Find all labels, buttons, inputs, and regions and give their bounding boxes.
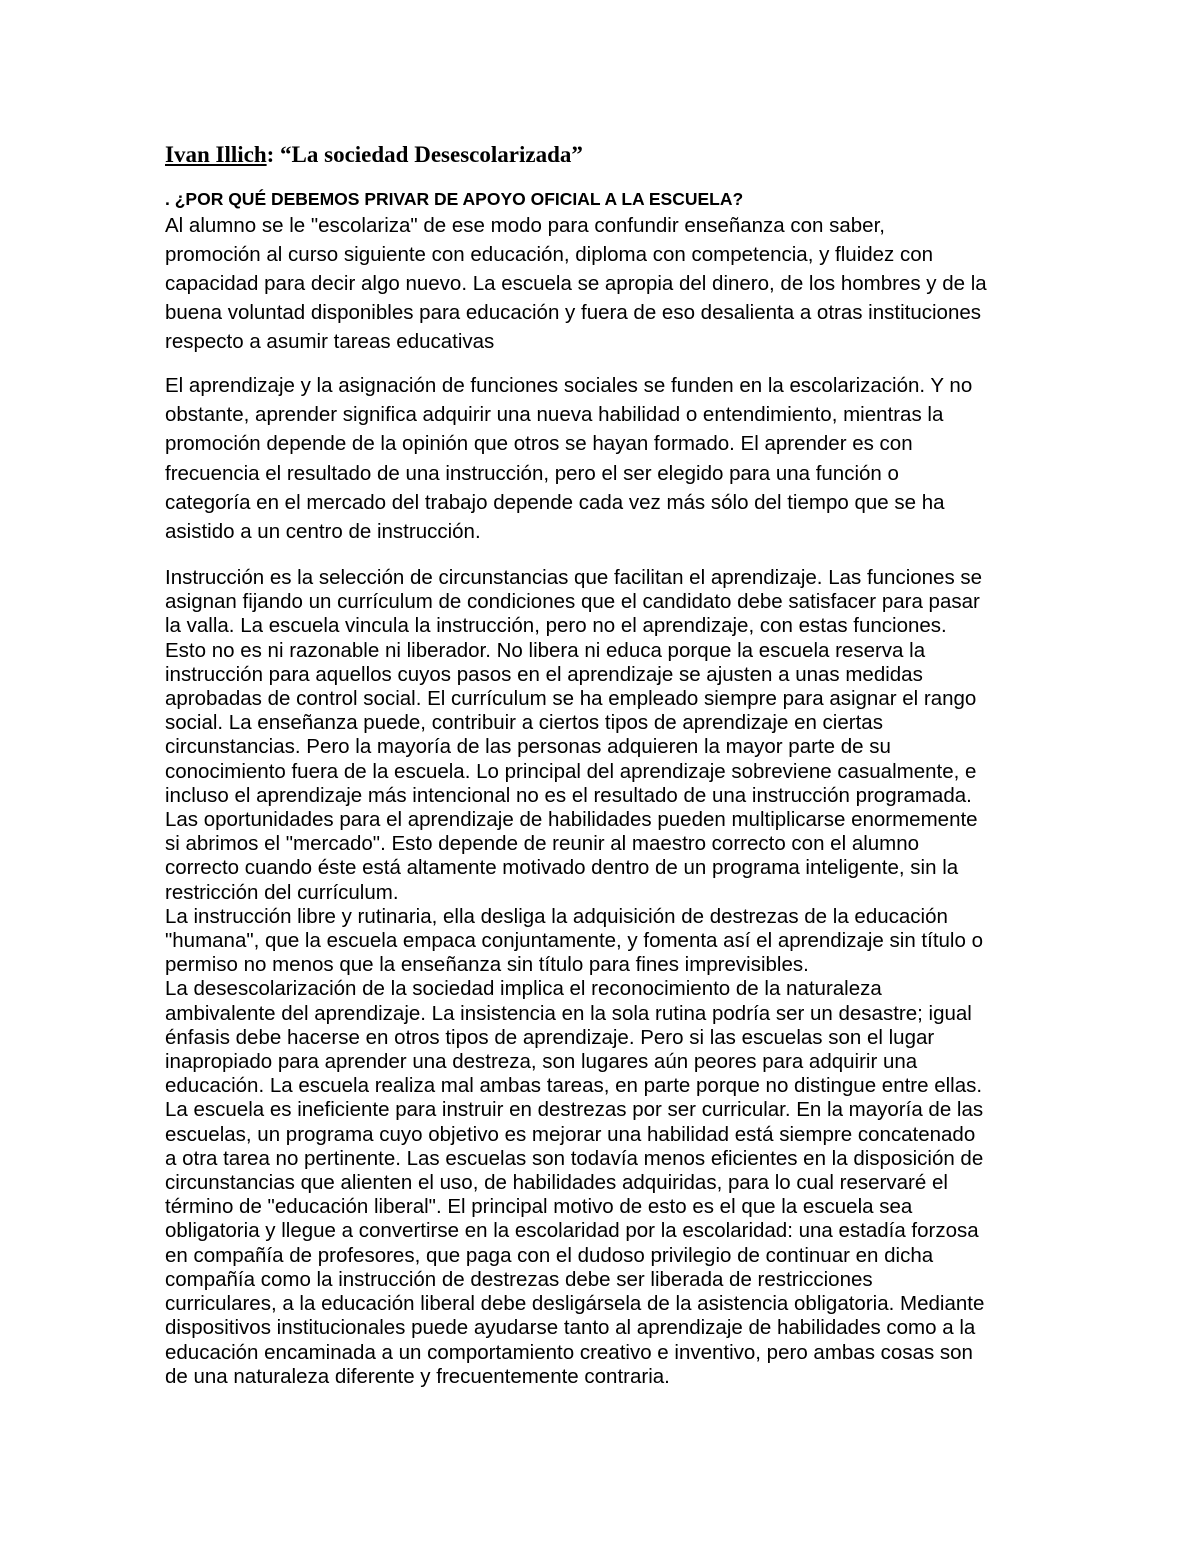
paragraph-line: educación encaminada a un comportamiento creativo e inventivo, pero ambas cosas son [165, 1340, 973, 1364]
paragraph-line: restricción del currículum. [165, 880, 399, 904]
paragraph-line: asistido a un centro de instrucción. [165, 520, 481, 544]
paragraph-line: obstante, aprender significa adquirir una nueva habilidad o entendimiento, mientras la [165, 403, 944, 427]
paragraph-line: conocimiento fuera de la escuela. Lo principal del aprendizaje sobreviene casualmente, e [165, 759, 977, 783]
paragraph-line: término de "educación liberal". El principal motivo de esto es el que la escuela sea [165, 1195, 913, 1219]
paragraph-line: categoría en el mercado del trabajo depende cada vez más sólo del tiempo que se ha [165, 490, 945, 514]
paragraph-line: la valla. La escuela vincula la instrucción, pero no el aprendizaje, con estas funciones. [165, 614, 947, 638]
paragraph-line: buena voluntad disponibles para educación y fuera de eso desalienta a otras instituciones [165, 301, 981, 324]
title-author: Ivan Illich [165, 142, 267, 167]
title-separator: : [266, 142, 275, 167]
section-heading: . ¿POR QUÉ DEBEMOS PRIVAR DE APOYO OFICIAL A LA ESCUELA? [165, 189, 744, 209]
paragraph-line: a otra tarea no pertinente. Las escuelas son todavía menos eficientes en la disposición de [165, 1146, 984, 1170]
paragraph-line: La desescolarización de la sociedad implica el reconocimiento de la naturaleza [165, 977, 882, 1001]
paragraph-line: Al alumno se le "escolariza" de ese modo para confundir enseñanza con saber, [165, 214, 885, 237]
title-work: “La sociedad Desescolarizada” [274, 142, 583, 167]
paragraph-line: educación. La escuela realiza mal ambas tareas, en parte porque no distingue entre ellas. [165, 1074, 983, 1098]
paragraph-line: énfasis debe hacerse en otros tipos de aprendizaje. Pero si las escuelas son el lugar [165, 1025, 935, 1049]
paragraph-line: "humana", que la escuela empaca conjuntamente, y fomenta así el aprendizaje sin título o [165, 929, 983, 953]
paragraph-line: obligatoria y llegue a convertirse en la escolaridad por la escolaridad: una estadía forzosa [165, 1219, 979, 1243]
paragraph-line: frecuencia el resultado de una instrucción, pero el ser elegido para una función o [165, 461, 899, 485]
paragraph-line: El aprendizaje y la asignación de funciones sociales se funden en la escolarización. Y no [165, 374, 973, 397]
paragraph-line: de una naturaleza diferente y frecuentemente contraria. [165, 1364, 670, 1388]
paragraph-line: Esto no es ni razonable ni liberador. No libera ni educa porque la escuela reserva la [165, 638, 926, 662]
paragraph-line: curriculares, a la educación liberal debe desligársela de la asistencia obligatoria. Mediante [165, 1292, 985, 1316]
paragraph-1 [165, 211, 1045, 356]
paragraph-line: Instrucción es la selección de circunstancias que facilitan el aprendizaje. Las funciones se [165, 566, 983, 589]
paragraph-line: correcto cuando éste está altamente motivado dentro de un programa inteligente, sin la [165, 856, 959, 880]
paragraph-line: Las oportunidades para el aprendizaje de habilidades pueden multiplicarse enormemente [165, 808, 978, 832]
paragraph-line: social. La enseñanza puede, contribuir a ciertos tipos de aprendizaje en ciertas [165, 711, 883, 735]
paragraph-line: La instrucción libre y rutinaria, ella desliga la adquisición de destrezas de la educación [165, 904, 948, 928]
paragraph-line: aprobadas de control social. El currículum se ha empleado siempre para asignar el rango [165, 687, 977, 711]
paragraph-line: asignan fijando un currículum de condiciones que el candidato debe satisfacer para pasar [165, 590, 980, 614]
paragraph-line: La escuela es ineficiente para instruir en destrezas por ser curricular. En la mayoría de las [165, 1098, 984, 1122]
paragraph-3 [165, 566, 1045, 1389]
paragraph-line: compañía como la instrucción de destrezas debe ser liberada de restricciones [165, 1267, 873, 1291]
paragraph-line: en compañía de profesores, que paga con el dudoso privilegio de continuar en dicha [165, 1243, 934, 1267]
paragraph-line: instrucción para aquellos cuyos pasos en el aprendizaje se ajusten a unas medidas [165, 662, 923, 686]
document-title [165, 140, 1065, 170]
paragraph-line: capacidad para decir algo nuevo. La escuela se apropia del dinero, de los hombres y de la [165, 272, 987, 295]
paragraph-line: dispositivos institucionales puede ayudarse tanto al aprendizaje de habilidades como a la [165, 1316, 976, 1340]
paragraph-line: respecto a asumir tareas educativas [165, 330, 495, 353]
paragraph-line: permiso no menos que la enseñanza sin título para fines imprevisibles. [165, 953, 809, 977]
paragraph-2 [165, 371, 1045, 546]
paragraph-line: promoción al curso siguiente con educación, diploma con competencia, y fluidez con [165, 243, 934, 266]
paragraph-line: promoción depende de la opinión que otros se hayan formado. El aprender es con [165, 432, 913, 456]
paragraph-line: circunstancias. Pero la mayoría de las personas adquieren la mayor parte de su [165, 735, 891, 759]
paragraph-line: escuelas, un programa cuyo objetivo es mejorar una habilidad está siempre concatenado [165, 1122, 976, 1146]
paragraph-line: circunstancias que alienten el uso, de habilidades adquiridas, para lo cual reservaré el [165, 1171, 948, 1195]
paragraph-line: ambivalente del aprendizaje. La insistencia en la sola rutina podría ser un desastre; igual [165, 1001, 972, 1025]
paragraph-line: si abrimos el "mercado". Esto depende de reunir al maestro correcto con el alumno [165, 832, 920, 856]
paragraph-line: inapropiado para aprender una destreza, son lugares aún peores para adquirir una [165, 1050, 918, 1074]
paragraph-line: incluso el aprendizaje más intencional no es el resultado de una instrucción programada. [165, 783, 972, 807]
